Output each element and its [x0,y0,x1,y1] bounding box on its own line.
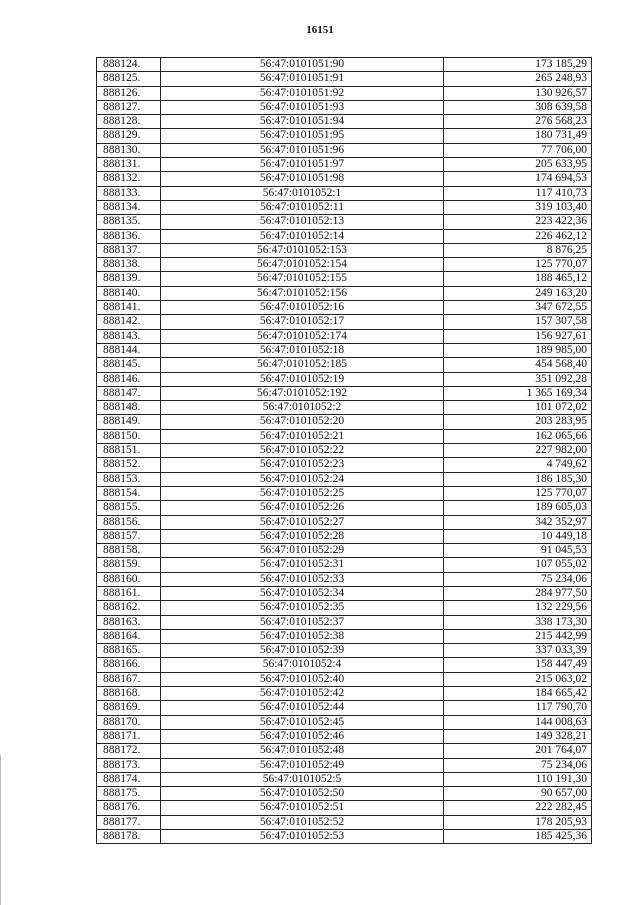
row-number-cell: 888133. [97,186,161,200]
row-number-cell: 888153. [97,472,161,486]
cadastral-number-cell: 56:47:0101052:25 [161,486,444,500]
table-row [97,672,592,686]
cadastral-number-cell: 56:47:0101052:51 [161,801,444,815]
value-cell: 276 568,23 [444,115,592,129]
value-cell: 125 770,07 [444,486,592,500]
value-cell: 178 205,93 [444,815,592,829]
cadastral-number-cell: 56:47:0101052:13 [161,215,444,229]
table-row [97,86,592,100]
table-row [97,715,592,729]
table-row [97,629,592,643]
row-number-cell: 888150. [97,429,161,443]
row-number-cell: 888173. [97,758,161,772]
row-number-cell: 888151. [97,444,161,458]
row-number-cell: 888130. [97,143,161,157]
table-row [97,529,592,543]
row-number-cell: 888147. [97,386,161,400]
value-cell: 215 063,02 [444,672,592,686]
cadastral-number-cell: 56:47:0101052:17 [161,315,444,329]
table-row [97,329,592,343]
value-cell: 91 045,53 [444,544,592,558]
table-row [97,115,592,129]
cadastral-number-cell: 56:47:0101052:153 [161,243,444,257]
cadastral-number-cell: 56:47:0101052:14 [161,229,444,243]
value-cell: 347 672,55 [444,301,592,315]
row-number-cell: 888167. [97,672,161,686]
row-number-cell: 888132. [97,172,161,186]
value-cell: 158 447,49 [444,658,592,672]
cadastral-number-cell: 56:47:0101052:16 [161,301,444,315]
value-cell: 265 248,93 [444,72,592,86]
value-cell: 186 185,30 [444,472,592,486]
table-row [97,286,592,300]
row-number-cell: 888162. [97,601,161,615]
value-cell: 226 462,12 [444,229,592,243]
value-cell: 132 229,56 [444,601,592,615]
table-row [97,415,592,429]
row-number-cell: 888177. [97,815,161,829]
value-cell: 308 639,58 [444,100,592,114]
cadastral-number-cell: 56:47:0101052:48 [161,744,444,758]
cadastral-number-cell: 56:47:0101052:45 [161,715,444,729]
cadastral-number-cell: 56:47:0101052:38 [161,629,444,643]
cadastral-number-cell: 56:47:0101052:42 [161,687,444,701]
cadastral-number-cell: 56:47:0101052:22 [161,444,444,458]
value-cell: 101 072,02 [444,401,592,415]
row-number-cell: 888176. [97,801,161,815]
row-number-cell: 888144. [97,343,161,357]
table-row [97,444,592,458]
row-number-cell: 888171. [97,729,161,743]
row-number-cell: 888178. [97,830,161,844]
row-number-cell: 888170. [97,715,161,729]
cadastral-value-table [96,57,592,844]
row-number-cell: 888125. [97,72,161,86]
value-cell: 319 103,40 [444,200,592,214]
table-row [97,401,592,415]
value-cell: 156 927,61 [444,329,592,343]
cadastral-number-cell: 56:47:0101051:92 [161,86,444,100]
cadastral-number-cell: 56:47:0101052:156 [161,286,444,300]
row-number-cell: 888155. [97,501,161,515]
value-cell: 342 352,97 [444,515,592,529]
value-cell: 351 092,28 [444,372,592,386]
row-number-cell: 888149. [97,415,161,429]
cadastral-number-cell: 56:47:0101052:37 [161,615,444,629]
table-row [97,729,592,743]
row-number-cell: 888127. [97,100,161,114]
value-cell: 75 234,06 [444,758,592,772]
value-cell: 215 442,99 [444,629,592,643]
table-row [97,129,592,143]
value-cell: 205 633,95 [444,158,592,172]
table-row [97,315,592,329]
value-cell: 4 749,62 [444,458,592,472]
table-row [97,515,592,529]
row-number-cell: 888175. [97,787,161,801]
row-number-cell: 888135. [97,215,161,229]
table-row [97,215,592,229]
value-cell: 125 770,07 [444,258,592,272]
cadastral-number-cell: 56:47:0101052:35 [161,601,444,615]
value-cell: 162 065,66 [444,429,592,443]
table-row [97,687,592,701]
value-cell: 184 665,42 [444,687,592,701]
cadastral-number-cell: 56:47:0101052:19 [161,372,444,386]
value-cell: 201 764,07 [444,744,592,758]
value-cell: 188 465,12 [444,272,592,286]
table-row [97,143,592,157]
value-cell: 189 605,03 [444,501,592,515]
cadastral-number-cell: 56:47:0101052:192 [161,386,444,400]
table-row [97,72,592,86]
cadastral-number-cell: 56:47:0101052:28 [161,529,444,543]
value-cell: 174 694,53 [444,172,592,186]
value-cell: 8 876,25 [444,243,592,257]
value-cell: 284 977,50 [444,586,592,600]
cadastral-number-cell: 56:47:0101052:174 [161,329,444,343]
value-cell: 144 008,63 [444,715,592,729]
cadastral-number-cell: 56:47:0101052:49 [161,758,444,772]
row-number-cell: 888138. [97,258,161,272]
table-row [97,172,592,186]
value-cell: 130 926,57 [444,86,592,100]
row-number-cell: 888136. [97,229,161,243]
row-number-cell: 888163. [97,615,161,629]
cadastral-number-cell: 56:47:0101051:91 [161,72,444,86]
value-cell: 173 185,29 [444,58,592,72]
value-cell: 189 985,00 [444,343,592,357]
row-number-cell: 888166. [97,658,161,672]
row-number-cell: 888152. [97,458,161,472]
row-number-cell: 888142. [97,315,161,329]
row-number-cell: 888148. [97,401,161,415]
cadastral-number-cell: 56:47:0101052:185 [161,358,444,372]
value-cell: 180 731,49 [444,129,592,143]
value-cell: 157 307,58 [444,315,592,329]
value-cell: 1 365 169,34 [444,386,592,400]
cadastral-number-cell: 56:47:0101052:1 [161,186,444,200]
scan-edge-line [0,755,1,905]
row-number-cell: 888126. [97,86,161,100]
value-cell: 110 191,30 [444,772,592,786]
cadastral-number-cell: 56:47:0101052:5 [161,772,444,786]
value-cell: 75 234,06 [444,572,592,586]
table-row [97,243,592,257]
cadastral-number-cell: 56:47:0101051:96 [161,143,444,157]
row-number-cell: 888137. [97,243,161,257]
row-number-cell: 888154. [97,486,161,500]
value-cell: 107 055,02 [444,558,592,572]
row-number-cell: 888131. [97,158,161,172]
table-row [97,186,592,200]
table-row [97,601,592,615]
value-cell: 117 410,73 [444,186,592,200]
table-row [97,343,592,357]
cadastral-number-cell: 56:47:0101051:98 [161,172,444,186]
value-cell: 10 449,18 [444,529,592,543]
cadastral-number-cell: 56:47:0101052:44 [161,701,444,715]
row-number-cell: 888146. [97,372,161,386]
row-number-cell: 888159. [97,558,161,572]
cadastral-number-cell: 56:47:0101052:53 [161,830,444,844]
table-row [97,229,592,243]
cadastral-number-cell: 56:47:0101051:95 [161,129,444,143]
table-row [97,58,592,72]
cadastral-number-cell: 56:47:0101051:93 [161,100,444,114]
row-number-cell: 888140. [97,286,161,300]
row-number-cell: 888156. [97,515,161,529]
value-cell: 227 982,00 [444,444,592,458]
table-row [97,787,592,801]
row-number-cell: 888158. [97,544,161,558]
table-row [97,258,592,272]
cadastral-number-cell: 56:47:0101052:18 [161,343,444,357]
table-row [97,658,592,672]
table-row [97,586,592,600]
table-row [97,501,592,515]
table-row [97,615,592,629]
table-row [97,572,592,586]
table-row [97,558,592,572]
cadastral-number-cell: 56:47:0101052:2 [161,401,444,415]
cadastral-number-cell: 56:47:0101052:20 [161,415,444,429]
value-cell: 222 282,45 [444,801,592,815]
cadastral-number-cell: 56:47:0101052:34 [161,586,444,600]
table-row [97,301,592,315]
row-number-cell: 888160. [97,572,161,586]
table-row [97,386,592,400]
page-number: 16151 [306,24,334,36]
cadastral-number-cell: 56:47:0101052:46 [161,729,444,743]
table-row [97,772,592,786]
row-number-cell: 888143. [97,329,161,343]
value-cell: 249 163,20 [444,286,592,300]
table-row [97,744,592,758]
cadastral-number-cell: 56:47:0101052:21 [161,429,444,443]
cadastral-number-cell: 56:47:0101052:50 [161,787,444,801]
table-row [97,272,592,286]
table-row [97,544,592,558]
cadastral-number-cell: 56:47:0101052:33 [161,572,444,586]
row-number-cell: 888128. [97,115,161,129]
row-number-cell: 888124. [97,58,161,72]
cadastral-number-cell: 56:47:0101052:31 [161,558,444,572]
table-row [97,100,592,114]
cadastral-number-cell: 56:47:0101052:26 [161,501,444,515]
table-row [97,158,592,172]
row-number-cell: 888165. [97,644,161,658]
value-cell: 77 706,00 [444,143,592,157]
row-number-cell: 888139. [97,272,161,286]
value-cell: 185 425,36 [444,830,592,844]
table-row [97,200,592,214]
table-row [97,801,592,815]
value-cell: 338 173,30 [444,615,592,629]
table-row [97,830,592,844]
table-row [97,429,592,443]
cadastral-number-cell: 56:47:0101052:29 [161,544,444,558]
cadastral-number-cell: 56:47:0101051:97 [161,158,444,172]
value-cell: 149 328,21 [444,729,592,743]
row-number-cell: 888157. [97,529,161,543]
table-row [97,472,592,486]
cadastral-table-container [96,57,592,844]
cadastral-number-cell: 56:47:0101052:27 [161,515,444,529]
table-row [97,815,592,829]
cadastral-number-cell: 56:47:0101052:24 [161,472,444,486]
table-row [97,758,592,772]
value-cell: 90 657,00 [444,787,592,801]
table-row [97,358,592,372]
value-cell: 117 790,70 [444,701,592,715]
row-number-cell: 888174. [97,772,161,786]
cadastral-number-cell: 56:47:0101052:11 [161,200,444,214]
row-number-cell: 888161. [97,586,161,600]
table-row [97,458,592,472]
value-cell: 203 283,95 [444,415,592,429]
table-row [97,701,592,715]
row-number-cell: 888168. [97,687,161,701]
row-number-cell: 888164. [97,629,161,643]
cadastral-number-cell: 56:47:0101052:40 [161,672,444,686]
row-number-cell: 888172. [97,744,161,758]
table-row [97,486,592,500]
cadastral-number-cell: 56:47:0101052:155 [161,272,444,286]
table-body [97,58,592,844]
cadastral-number-cell: 56:47:0101051:90 [161,58,444,72]
value-cell: 223 422,36 [444,215,592,229]
row-number-cell: 888145. [97,358,161,372]
row-number-cell: 888134. [97,200,161,214]
row-number-cell: 888141. [97,301,161,315]
cadastral-number-cell: 56:47:0101052:39 [161,644,444,658]
cadastral-number-cell: 56:47:0101052:154 [161,258,444,272]
cadastral-number-cell: 56:47:0101051:94 [161,115,444,129]
table-row [97,644,592,658]
table-row [97,372,592,386]
row-number-cell: 888169. [97,701,161,715]
cadastral-number-cell: 56:47:0101052:23 [161,458,444,472]
value-cell: 454 568,40 [444,358,592,372]
cadastral-number-cell: 56:47:0101052:52 [161,815,444,829]
row-number-cell: 888129. [97,129,161,143]
value-cell: 337 033,39 [444,644,592,658]
cadastral-number-cell: 56:47:0101052:4 [161,658,444,672]
